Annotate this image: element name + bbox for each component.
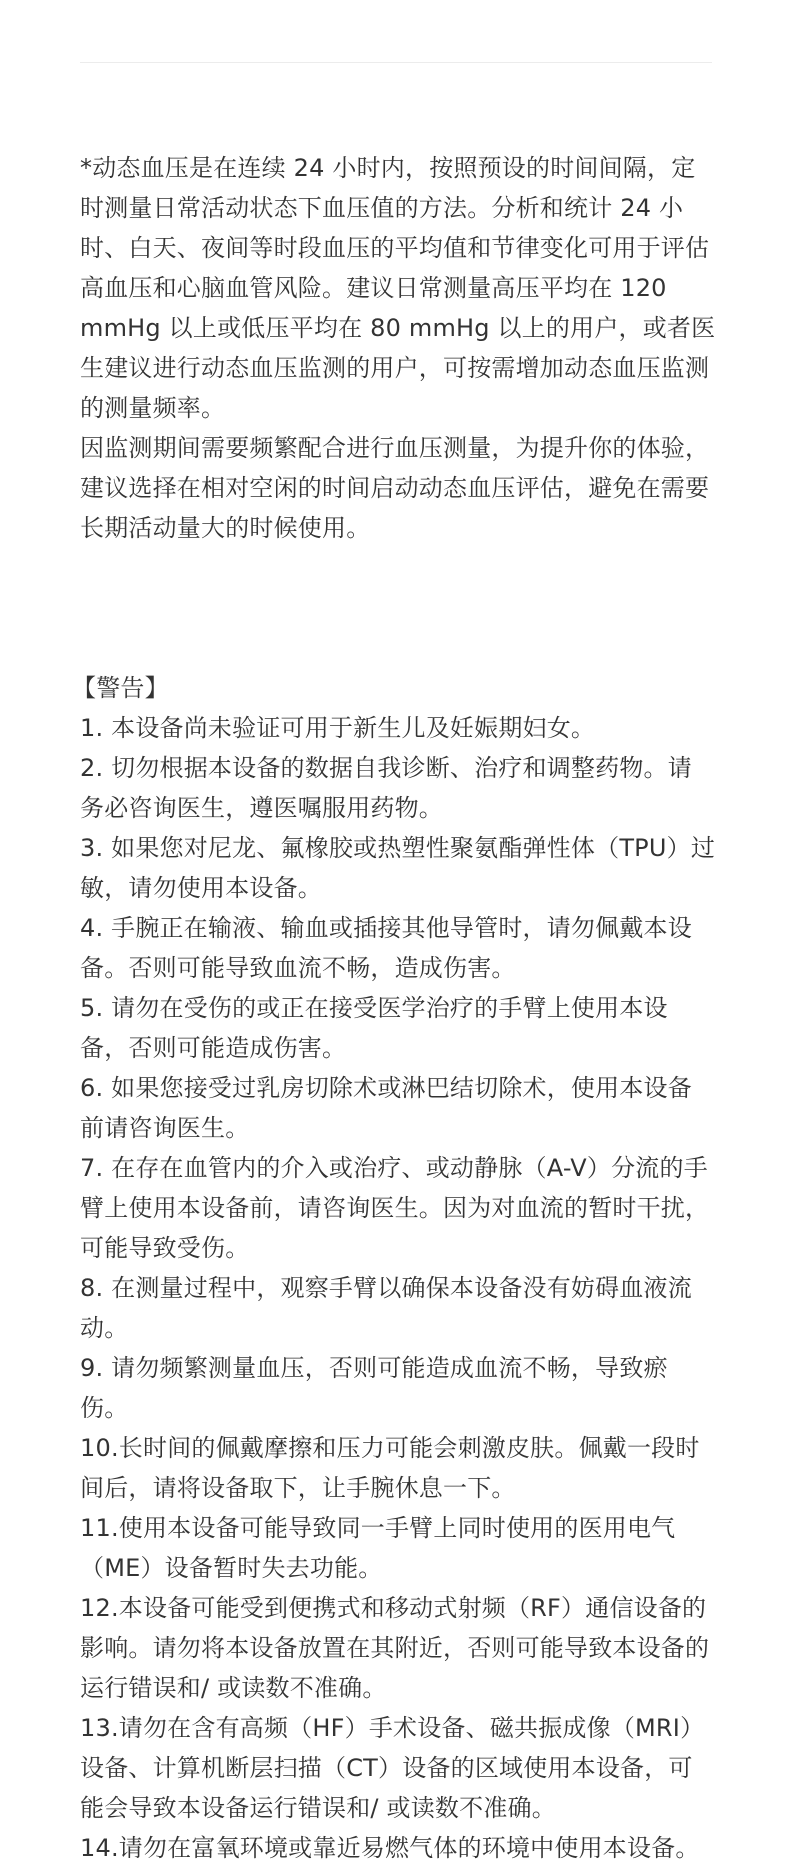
warning-item: 7. 在存在血管内的介入或治疗、或动静脉（A-V）分流的手臂上使用本设备前，请咨询医生。因为对血流的暂时干扰，可能导致受伤。 xyxy=(80,1154,710,1262)
warning-item: 9. 请勿频繁测量血压，否则可能造成血流不畅，导致瘀伤。 xyxy=(80,1354,668,1422)
warning-item: 13.请勿在含有高频（HF）手术设备、磁共振成像（MRI）设备、计算机断层扫描（CT）设备的区域使用本设备，可能会导致本设备运行错误和/ 或读数不准确。 xyxy=(80,1714,705,1822)
intro-paragraph: *动态血压是在连续 24 小时内，按照预设的时间间隔，定时测量日常活动状态下血压值的方法。分析和统计 24 小时、白天、夜间等时段血压的平均值和节律变化可用于评估高血压和心脑血管风险。建议日常测量高压平均在 120 mmHg 以上或低压平均在 80 mmHg 以上的用户，或者医生建议进行动态血压监测的用户，可按需增加动态血压监测的测量频率。 xyxy=(80,154,716,422)
intro-paragraph: 因监测期间需要频繁配合进行血压测量，为提升你的体验，建议选择在相对空闲的时间启动动态血压评估，避免在需要长期活动量大的时候使用。 xyxy=(80,434,710,542)
warning-item: 1. 本设备尚未验证可用于新生儿及妊娠期妇女。 xyxy=(80,714,596,742)
warning-item: 8. 在测量过程中，观察手臂以确保本设备没有妨碍血液流动。 xyxy=(80,1274,692,1342)
warning-item: 10.长时间的佩戴摩擦和压力可能会刺激皮肤。佩戴一段时间后，请将设备取下，让手腕休息一下。 xyxy=(80,1434,700,1502)
warning-item: 6. 如果您接受过乳房切除术或淋巴结切除术，使用本设备前请咨询医生。 xyxy=(80,1074,692,1142)
warning-item: 12.本设备可能受到便携式和移动式射频（RF）通信设备的影响。请勿将本设备放置在其附近，否则可能导致本设备的运行错误和/ 或读数不准确。 xyxy=(80,1594,710,1702)
warning-item: 4. 手腕正在输液、输血或插接其他导管时，请勿佩戴本设备。否则可能导致血流不畅，造成伤害。 xyxy=(80,914,692,982)
top-divider xyxy=(80,62,712,63)
warning-item: 3. 如果您对尼龙、氟橡胶或热塑性聚氨酯弹性体（TPU）过敏，请勿使用本设备。 xyxy=(80,834,716,902)
warning-item: 2. 切勿根据本设备的数据自我诊断、治疗和调整药物。请务必咨询医生，遵医嘱服用药物。 xyxy=(80,754,692,822)
warning-item: 11.使用本设备可能导致同一手臂上同时使用的医用电气（ME）设备暂时失去功能。 xyxy=(80,1514,676,1582)
warning-item: 14.请勿在富氧环境或靠近易燃气体的环境中使用本设备。 xyxy=(80,1834,700,1862)
content xyxy=(72,148,716,1868)
warning-title: 【警告】 xyxy=(72,674,169,702)
warning-item: 5. 请勿在受伤的或正在接受医学治疗的手臂上使用本设备，否则可能造成伤害。 xyxy=(80,994,668,1062)
